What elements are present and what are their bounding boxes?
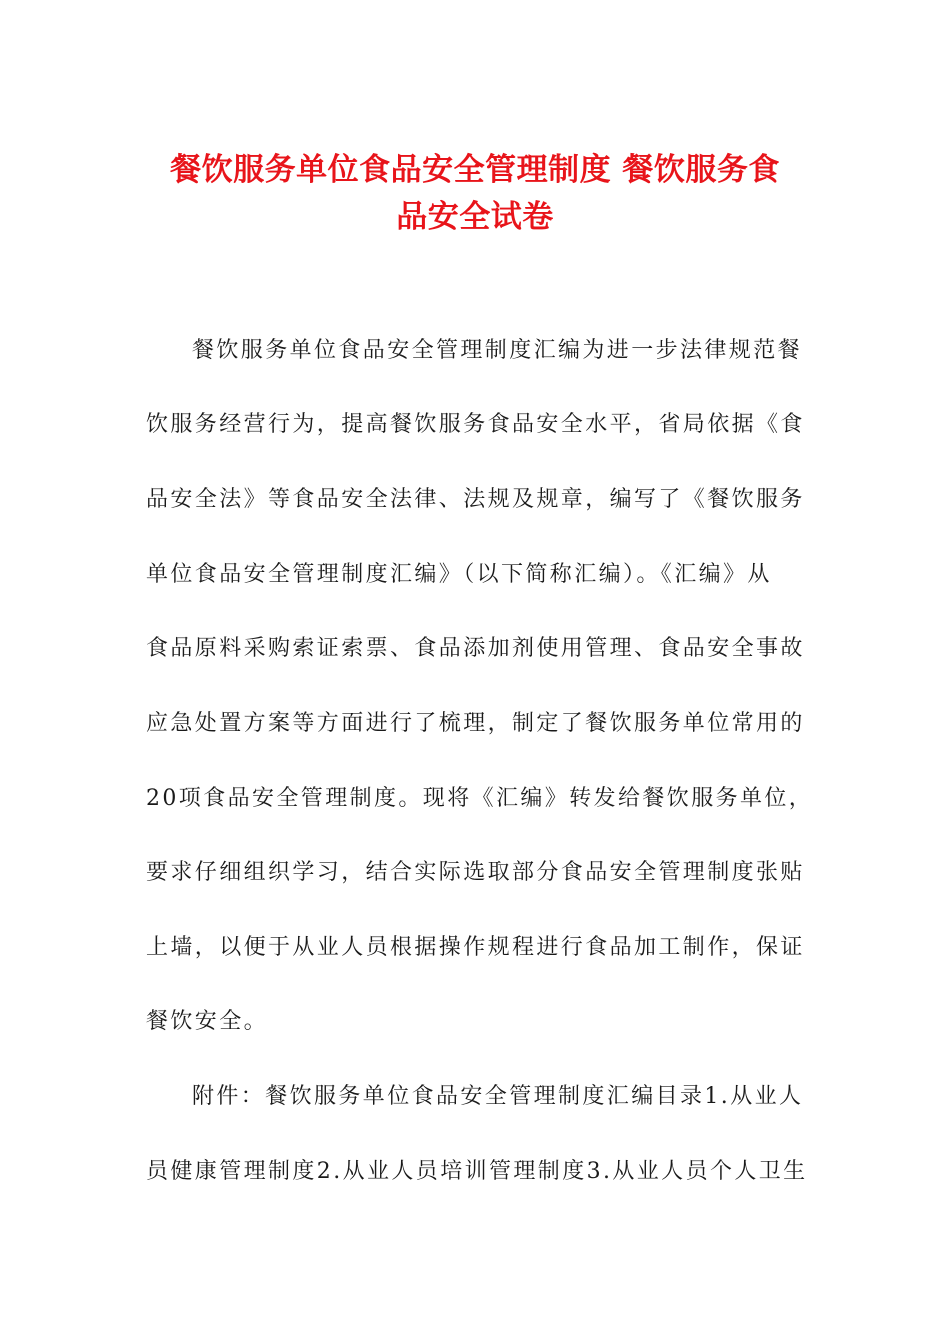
paragraph-line: 单位食品安全管理制度汇编》（以下简称汇编）。《汇编》从 [146, 562, 772, 587]
paragraph-line: 应急处置方案等方面进行了梳理，制定了餐饮服务单位常用的 [146, 711, 805, 736]
document-title-line-1: 餐饮服务单位食品安全管理制度 餐饮服务食 [170, 152, 780, 188]
document-title-line-2: 品安全试卷 [396, 199, 554, 235]
paragraph-line: 食品原料采购索证索票、食品添加剂使用管理、食品安全事故 [146, 636, 805, 661]
paragraph-line: 员健康管理制度2.从业人员培训管理制度3.从业人员个人卫生 [146, 1159, 808, 1184]
paragraph-line: 20项食品安全管理制度。现将《汇编》转发给餐饮服务单位， [146, 786, 814, 811]
paragraph-line: 餐饮服务单位食品安全管理制度汇编为进一步法律规范餐 [192, 338, 803, 363]
paragraph-line: 附件：餐饮服务单位食品安全管理制度汇编目录1.从业人 [192, 1084, 804, 1109]
paragraph-line: 品安全法》等食品安全法律、法规及规章，编写了《餐饮服务 [146, 487, 805, 512]
paragraph-line: 要求仔细组织学习，结合实际选取部分食品安全管理制度张贴 [146, 860, 805, 885]
paragraph-line: 上墙，以便于从业人员根据操作规程进行食品加工制作，保证 [146, 935, 805, 960]
paragraph-line: 餐饮安全。 [146, 1009, 269, 1034]
paragraph-line: 饮服务经营行为，提高餐饮服务食品安全水平，省局依据《食 [146, 412, 805, 437]
